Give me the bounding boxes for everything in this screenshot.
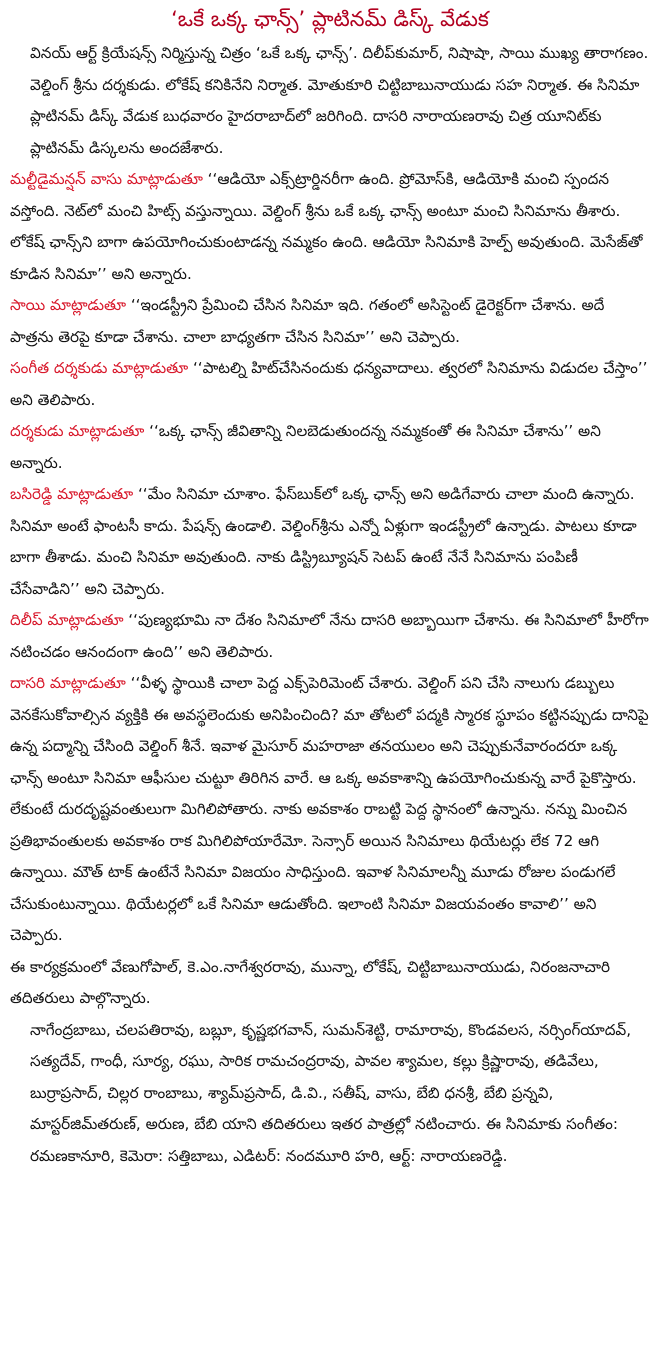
speaker-label: దాసరి మాట్లాడుతూ	[10, 674, 126, 692]
speaker-label: సాయి మాట్లాడుతూ	[10, 296, 127, 314]
quote-paragraph-basireddy	[10, 479, 650, 605]
speaker-label: దిలీప్ మాట్లాడుతూ	[10, 611, 124, 629]
speaker-label: సంగీత దర్శకుడు మాట్లాడుతూ	[10, 359, 189, 377]
speaker-label: దర్శకుడు మాట్లాడుతూ	[10, 422, 145, 440]
attendees-paragraph: ఈ కార్యక్రమంలో వేణుగోపాల్, కె.ఎం.నాగేశ్వరరావు, మున్నా, లోకేష్, చిట్టిబాబునాయుడు, నిరంజనాచారి తదితరులు పాల్గొన్నారు.	[10, 957, 611, 1007]
quote-text: ‘‘పుణ్యభూమి నా దేశం సినిమాలో నేను దాసరి అబ్బాయిగా చేశాను. ఈ సినిమాలో హీరోగా నటించడం ఆనందంగా ఉంది’’ అని తెలిపారు.	[10, 611, 649, 661]
quote-paragraph-dileep	[10, 605, 650, 668]
intro-paragraph: వినయ్ ఆర్ట్ క్రియేషన్స్ నిర్మిస్తున్న చిత్రం ‘ఒకే ఒక్క ఛాన్స్’. దిలీప్‌కుమార్, నిషాషా, సాయి ముఖ్య తారాగణం. వెల్డింగ్ శ్రీను దర్శకుడు. లోకేష్ కనికినేని నిర్మాత. మోతుకూరి చిట్టిబాబునాయుడు సహ నిర్మాత. ఈ సినిమా ప్లాటినమ్ డిస్క్ వేడుక బుధవారం హైదరాబాద్‌లో జరిగింది. దాసరి నారాయణరావు చిత్ర యూనిట్‌కు ప్లాటినమ్ డిస్కలను అందజేశారు.	[30, 44, 649, 157]
quote-paragraph-music-director	[10, 353, 650, 416]
quote-text: ‘‘మేం సినిమా చూశాం. ఫేస్‌బుక్‌లో ఒక్క ఛాన్స్ అని అడిగేవారు చాలా మంది ఉన్నారు. సినిమా అంటే ఫాంటసీ కాదు. పేషన్స్ ఉండాలి. వెల్డింగ్‌శ్రీను ఎన్నో ఏళ్లుగా ఇండస్ట్రీలో ఉన్నాడు. పాటలు కూడా బాగా తీశాడు. మంచి సినిమా అవుతుంది. నాకు డిస్ట్రిబ్యూషన్ సెటప్ ఉంటే నేనే సినిమాను పంపిణీ చేసేవాడిని’’ అని చెప్పారు.	[10, 485, 637, 598]
quote-paragraph-dasari	[10, 668, 650, 952]
quote-text: ‘‘పాటల్ని హిట్‌చేసినందుకు ధన్యవాదాలు. త్వరలో సినిమాను విడుదల చేస్తాం’’ అని తెలిపారు.	[10, 359, 648, 409]
speaker-label: బసిరెడ్డి మాట్లాడుతూ	[10, 485, 134, 503]
speaker-label: మల్టీడైమన్షన్ వాసు మాట్లాడుతూ	[10, 170, 203, 188]
quote-paragraph-sai	[10, 290, 650, 353]
article-title: ‘ఒకే ఒక్క ఛాన్స్’ ప్లాటినమ్ డిస్క్ వేడుక	[171, 7, 489, 31]
quote-paragraph-director	[10, 416, 650, 479]
quote-text: ‘‘ఆడియో ఎక్స్‌ట్రార్డినరీగా ఉంది. ప్రోమోస్‌కి, ఆడియోకి మంచి స్పందన వస్తోంది. నెట్‌లో మంచి హిట్స్ వస్తున్నాయి. వెల్డింగ్ శ్రీను ఒకే ఒక్క ఛాన్స్ అంటూ మంచి సినిమాను తీశారు. లోకేష్ ఛాన్స్‌ని బాగా ఉపయోగించుకుంటాడన్న నమ్మకం ఉంది. ఆడియో సినిమాకి హెల్ప్ అవుతుంది. మెసేజ్‌తో కూడిన సినిమా’’ అని అన్నారు.	[10, 170, 643, 283]
quote-text: ‘‘ఇండస్ట్రీని ప్రేమించి చేసిన సినిమా ఇది. గతంలో అసిస్టెంట్ డైరెక్టర్‌గా చేశాను. అదే పాత్రను తెరపై కూడా చేశాను. చాలా బాధ్యతగా చేసిన సినిమా’’ అని చెప్పారు.	[10, 296, 605, 346]
quote-text: ‘‘ఒక్క ఛాన్స్ జీవితాన్ని నిలబెడుతుందన్న నమ్మకంతో ఈ సినిమా చేశాను’’ అని అన్నారు.	[10, 422, 601, 472]
quote-text: ‘‘వీళ్ళ స్థాయికి చాలా పెద్ద ఎక్స్‌పెరిమెంట్ చేశారు. వెల్డింగ్ పని చేసి నాలుగు డబ్బులు వెనకేసుకోవాల్సిన వ్యక్తికి ఈ అవస్థలెందుకు అనిపించింది? మా తోటలో పద్మకి స్మారక స్థూపం కట్టినప్పుడు దానిపై ఉన్న పద్మాన్ని చేసింది వెల్డింగ్ శీనే. ఇవాళ మైసూర్ మహరాజా తనయులం అని చెప్పుకునేవారందరూ ఒక్క ఛాన్స్ అంటూ సినిమా ఆఫీసుల చుట్టూ తిరిగిన వారే. ఆ ఒక్క అవకాశాన్ని ఉపయోగించుకున్న వారే పైకొస్తారు. లేకుంటే దురదృష్టవంతులుగా మిగిలిపోతారు. నాకు అవకాశం రాబట్టి పెద్ద స్థానంలో ఉన్నాను. నన్ను మించిన ప్రతిభావంతులకు అవకాశం రాక మిగిలిపోయారేమో. సెన్సార్ అయిన సినిమాలు థియేటర్లు లేక 72 ఆగి ఉన్నాయి. మౌత్ టాక్ ఉంటేనే సినిమా విజయం సాధిస్తుంది. ఇవాళ సినిమాలన్నీ మూడు రోజుల పండుగలే చేసుకుంటున్నాయి. థియేటర్లలో ఒకే సినిమా ఆడుతోంది. ఇలాంటి సినిమా విజయవంతం కావాలి’’ అని చెప్పారు.	[10, 674, 649, 944]
cast-credits-paragraph: నాగేంద్రబాబు, చలపతిరావు, బబ్లూ, కృష్ణభగవాన్, సుమన్‌శెట్టి, రామారావు, కొండవలస, నర్సింగ్‌యాదవ్, సత్యదేవ్, గాంధీ, సూర్య, రఘు, సారిక రామచంద్రరావు, పావల శ్యామల, కల్లు క్రిష్ణారావు, తడివేలు, బుర్రాప్రసాద్, చిల్లర రాంబాబు, శ్యామ్‌ప్రసాద్, డి.వి., సతీష్, వాసు, బేబి ధనశ్రీ, బేబి ప్రన్నవి, మాస్టర్‌జిమ్‌తరుణ్, అరుణ, బేబి యాని తదితరులు ఇతర పాత్రల్లో నటించారు. ఈ సినిమాకు సంగీతం: రమణకానూరి, కెమెరా: సత్తిబాబు, ఎడిటర్: నందమూరి హరి, ఆర్ట్: నారాయణరెడ్డి.	[30, 1020, 632, 1165]
quote-paragraph-vasu	[10, 164, 650, 290]
